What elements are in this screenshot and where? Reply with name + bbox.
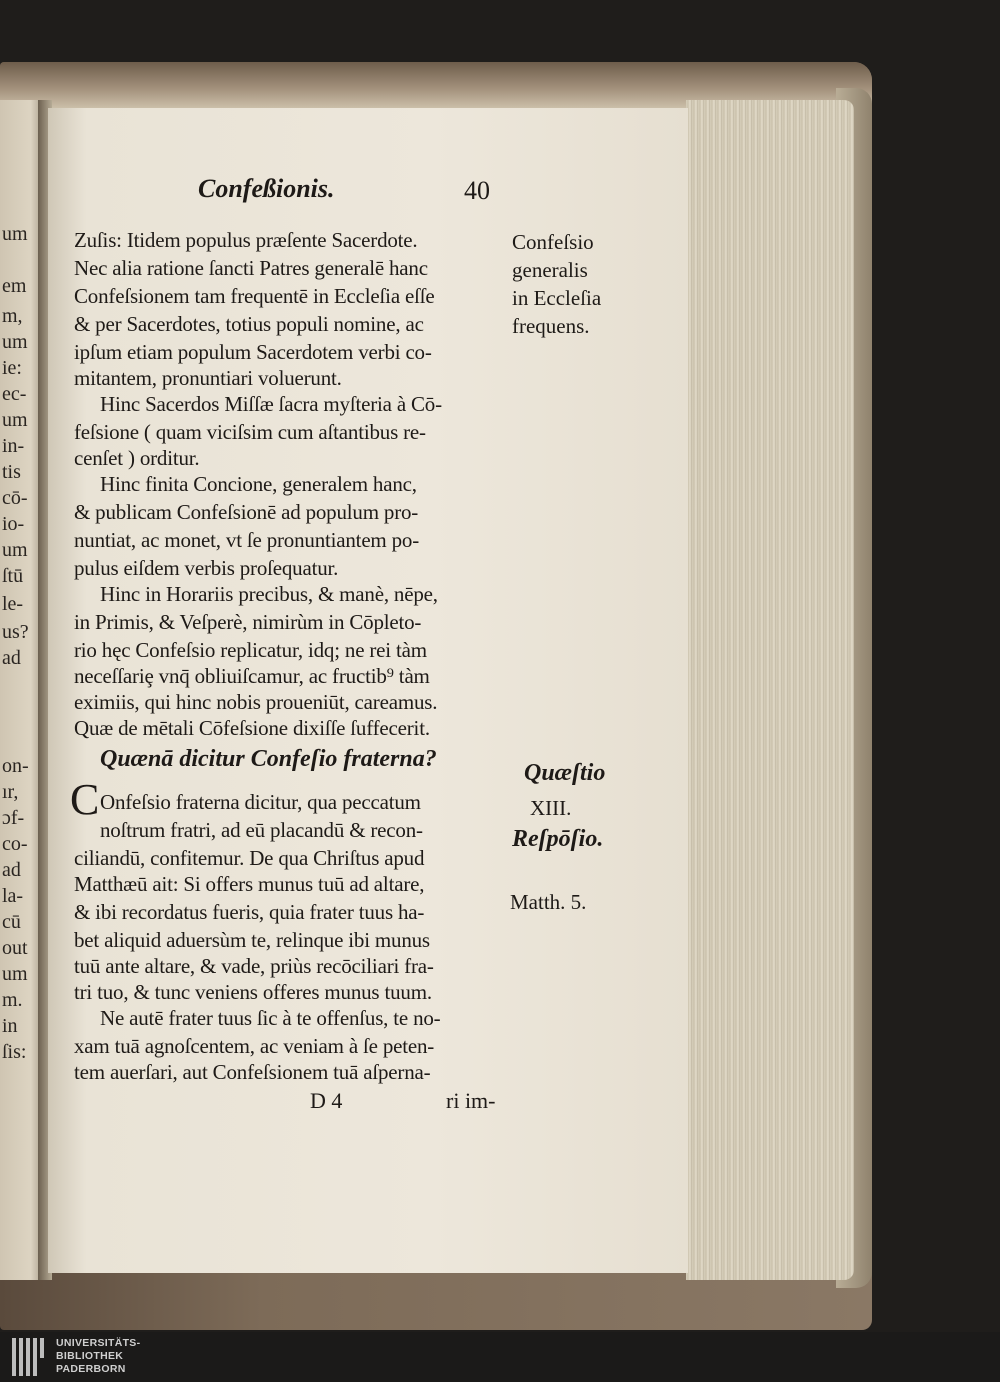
left-margin-fragment: in-	[2, 435, 25, 457]
signature-mark: D 4	[310, 1088, 343, 1113]
text-line: & per Sacerdotes, totius populi nomine, ac	[74, 312, 424, 336]
left-margin-fragment: us?	[2, 621, 29, 643]
left-margin-fragment: ec-	[2, 383, 27, 405]
left-margin-fragment: ɔf-	[2, 807, 25, 829]
footer-bar	[0, 1332, 1000, 1382]
text-line: tri tuo, & tunc veniens offeres munus tuum.	[74, 980, 432, 1004]
text-line: xam tuā agnoſcentem, ac veniam à ſe peten-	[74, 1034, 435, 1058]
marginal-line: frequens.	[512, 314, 590, 338]
left-margin-fragment: m.	[2, 989, 23, 1011]
left-margin-fragment: ie:	[2, 357, 22, 379]
left-margin-fragment: ſis:	[2, 1041, 27, 1063]
text-line: Hinc in Horariis precibus, & manè, nēpe,	[100, 582, 438, 606]
text-line: Matthæū ait: Si offers munus tuū ad altare,	[74, 872, 425, 896]
left-margin-fragment: m,	[2, 305, 23, 327]
text-line: Confeſsionem tam frequentē in Eccleſia eſſe	[74, 284, 435, 308]
left-margin-fragment: on-	[2, 755, 29, 777]
library-logo-icon	[12, 1338, 50, 1376]
left-margin-fragment: cū	[2, 911, 21, 933]
text-line: mitantem, pronuntiari voluerunt.	[74, 366, 342, 390]
left-margin-fragment: um	[2, 963, 28, 985]
text-line: nuntiat, ac monet, vt ſe pronuntiantem po-	[74, 528, 420, 552]
left-margin-fragment: um	[2, 331, 28, 353]
text-line: ipſum etiam populum Sacerdotem verbi co-	[74, 340, 432, 364]
marginal-line: in Eccleſia	[512, 286, 602, 310]
marginal-responsio: Reſpōſio.	[512, 826, 604, 852]
text-line: Quæ de mētali Cōfeſsione dixiſſe ſuffecerit.	[74, 716, 430, 740]
text-line: Ne autē frater tuus ſic à te offenſus, te no-	[100, 1006, 441, 1030]
text-line: Zuſis: Itidem populus præſente Sacerdote.	[74, 228, 418, 252]
logo-line: PADERBORN	[56, 1363, 126, 1375]
catchword: ri im-	[446, 1088, 496, 1113]
drop-capital: C	[70, 775, 100, 824]
text-line: Hinc Sacerdos Miſſæ ſacra myſteria à Cō-	[100, 392, 442, 416]
left-margin-fragment: le-	[2, 593, 24, 615]
left-margin-fragment: co-	[2, 833, 28, 855]
library-logo-text	[56, 1337, 140, 1376]
text-line: pulus eiſdem verbis proſequatur.	[74, 556, 339, 580]
text-line: eximiis, qui hinc nobis proueniūt, careamus.	[74, 690, 438, 714]
left-margin-fragment: tis	[2, 461, 21, 483]
marginal-quaestio: Quæſtio	[524, 760, 606, 786]
left-margin-fragment: cō-	[2, 487, 28, 509]
text-line: tuū ante altare, & vade, priùs recōciliari fra-	[74, 954, 434, 978]
marginal-citation: Matth. 5.	[510, 890, 587, 914]
text-line: bet aliquid aduersùm te, relinque ibi munus	[74, 928, 430, 952]
left-margin-fragment: io-	[2, 513, 25, 535]
left-margin-fragment: ad	[2, 647, 21, 669]
marginal-quaestio-number: XIII.	[530, 796, 572, 820]
left-margin-fragment: out	[2, 937, 28, 959]
text-line: tem auerſari, aut Confeſsionem tuā aſperna-	[74, 1060, 431, 1084]
left-margin-fragment: um	[2, 409, 28, 431]
left-margin-fragment: um	[2, 539, 28, 561]
text-line: Onfeſsio fraterna dicitur, qua peccatum	[100, 790, 421, 814]
marginal-line: generalis	[512, 258, 588, 282]
left-margin-fragment: la-	[2, 885, 24, 907]
running-title: Confeßionis.	[198, 174, 335, 203]
text-line: Hinc finita Concione, generalem hanc,	[100, 472, 417, 496]
left-margin-fragment: ır,	[2, 781, 19, 803]
text-line: cenſet ) orditur.	[74, 446, 200, 470]
text-line: in Primis, & Veſperè, nimirùm in Cōpleto-	[74, 610, 422, 634]
text-line: Nec alia ratione ſancti Patres generalē hanc	[74, 256, 428, 280]
left-margin-fragment: em	[2, 275, 27, 297]
logo-line: BIBLIOTHEK	[56, 1350, 124, 1362]
page-block-edges	[686, 100, 854, 1280]
text-line: noſtrum fratri, ad eū placandū & recon-	[100, 818, 423, 842]
text-line: feſsione ( quam viciſsim cum aſtantibus re-	[74, 420, 426, 444]
text-line: neceſſariȩ vnq̄ obliuiſcamur, ac fructib⁹ tàm	[74, 664, 430, 688]
text-line: ciliandū, confitemur. De qua Chriſtus apud	[74, 846, 425, 870]
left-margin-fragment: um	[2, 223, 28, 245]
logo-line: UNIVERSITÄTS-	[56, 1337, 141, 1349]
left-margin-fragment: in	[2, 1015, 18, 1037]
text-line: & ibi recordatus fueris, quia frater tuus ha-	[74, 900, 425, 924]
page-number: 40	[464, 176, 490, 205]
question-heading: Quænā dicitur Confeſio fraterna?	[100, 746, 437, 772]
marginal-line: Confeſsio	[512, 230, 594, 254]
left-margin-fragment: ad	[2, 859, 21, 881]
left-margin-fragment: ſtū	[2, 565, 24, 587]
text-line: rio hęc Confeſsio replicatur, idq; ne rei tàm	[74, 638, 427, 662]
text-line: & publicam Confeſsionē ad populum pro-	[74, 500, 419, 524]
